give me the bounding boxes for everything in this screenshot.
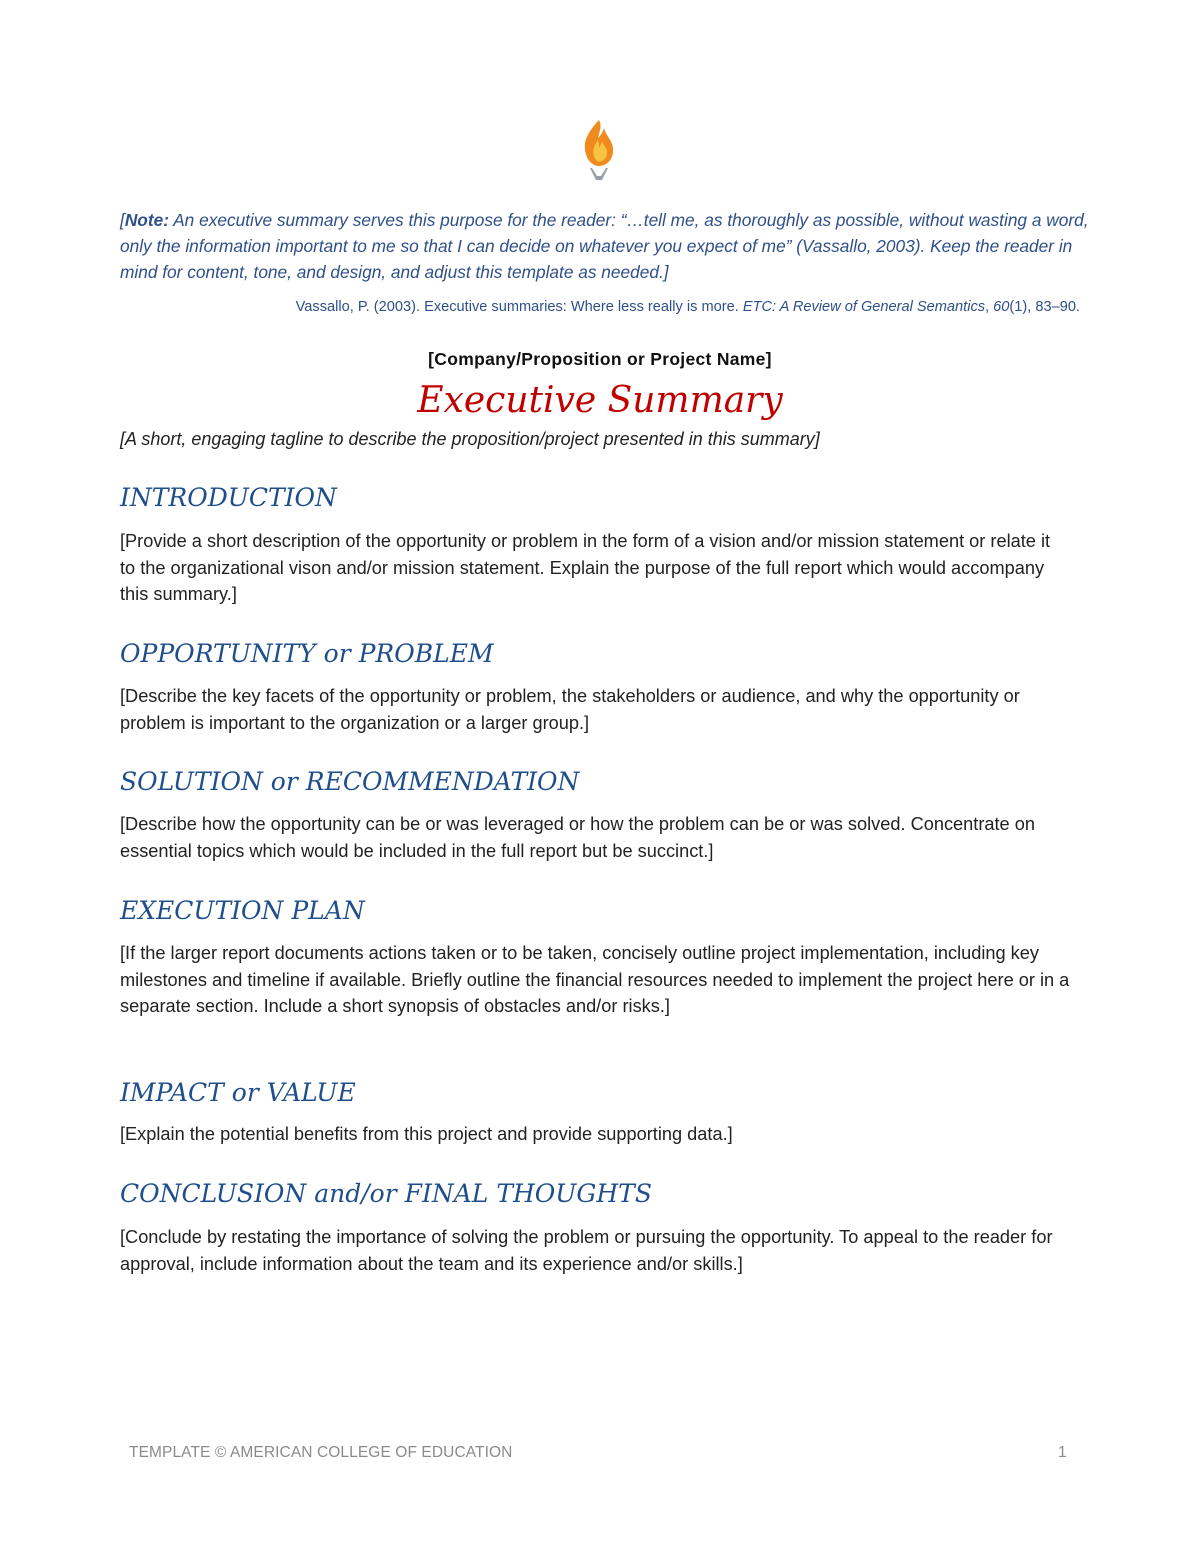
citation-volume: 60 [993,299,1010,315]
footer-copyright: TEMPLATE © AMERICAN COLLEGE OF EDUCATION [129,1444,513,1461]
template-note [120,207,1090,285]
citation-journal: ETC: A Review of General Semantics [742,299,986,315]
section-heading-solution: SOLUTION or RECOMMENDATION [120,767,580,796]
citation [120,296,1080,318]
note-text: An executive summary serves this purpose for the reader: “…tell me, as thoroughly as possible, without wasting a word, only the information important to me so that I can decide on whatever you expect of me” (Vassallo, 2003). Keep the reader in mind for content, tone, and design, and adjust this template as needed.] [120,210,1089,282]
section-body-solution: [Describe how the opportunity can be or was leveraged or how the problem can be or was solved. Concentrate on essential topics which would be included in the full report but be succinct.] [120,814,1035,861]
note-open-bracket: [ [120,210,125,230]
flame-torch-icon [578,118,620,188]
document-title: Executive Summary [417,380,783,421]
page-number: 1 [1058,1444,1067,1461]
section-body-execution-plan: [If the larger report documents actions taken or to be taken, concisely outline project implementation, including key milestones and timeline if available. Briefly outline the financial resources needed to implement the project here or in a separate section. Include a short synopsis of obstacles and/or risks.] [120,943,1070,1016]
section-heading-impact: IMPACT or VALUE [120,1078,356,1107]
section-body-introduction: [Provide a short description of the opportunity or problem in the form of a vision and/or mission statement or relate it to the organizational vison and/or mission statement. Explain the purpose of the full report which would accompany this summary.] [120,531,1051,604]
section-heading-conclusion: CONCLUSION and/or FINAL THOUGHTS [120,1179,652,1208]
section-heading-execution-plan: EXECUTION PLAN [120,896,365,925]
citation-pages: (1), 83–90. [1009,299,1080,315]
section-heading-introduction: INTRODUCTION [120,483,337,512]
tagline: [A short, engaging tagline to describe the proposition/project presented in this summary] [120,429,820,449]
section-body-conclusion: [Conclude by restating the importance of solving the problem or pursuing the opportunity. To appeal to the reader for approval, include information about the team and its experience and/or skills.] [120,1227,1053,1274]
citation-sep: , [985,299,994,315]
section-body-opportunity: [Describe the key facets of the opportunity or problem, the stakeholders or audience, and why the opportunity or problem is important to the organization or a larger group.] [120,686,1020,733]
citation-text: Vassallo, P. (2003). Executive summaries: Where less really is more. [295,299,743,315]
note-label: Note: [124,210,169,230]
section-heading-opportunity: OPPORTUNITY or PROBLEM [120,639,494,668]
company-name: [Company/Proposition or Project Name] [428,349,772,369]
section-body-impact: [Explain the potential benefits from this project and provide supporting data.] [120,1124,733,1144]
